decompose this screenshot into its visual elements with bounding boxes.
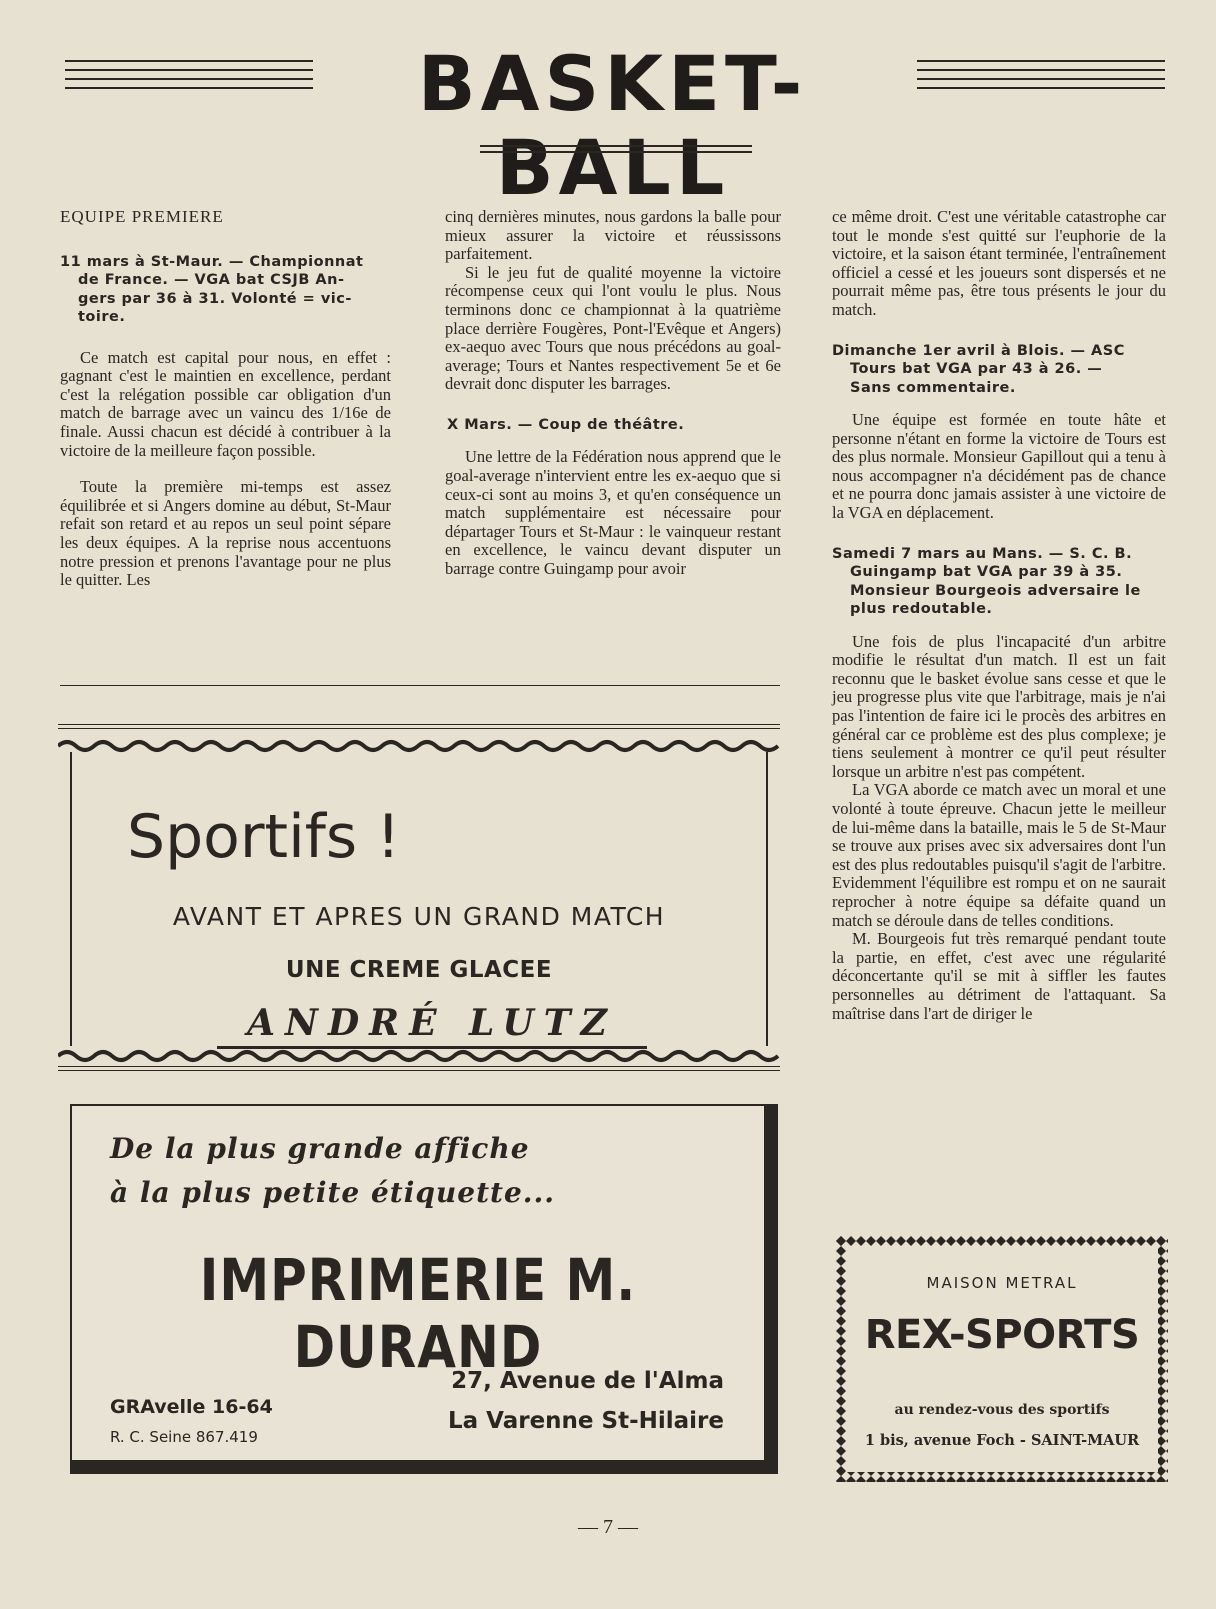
ad-bottom-double-rule <box>58 1066 780 1074</box>
column-2 <box>445 208 781 579</box>
headline-line: 11 mars à St-Maur. — Championnat <box>60 253 364 270</box>
headline-line: gers par 36 à 31. Volonté = vic- <box>78 290 352 307</box>
paragraph: ce même droit. C'est une véritable catastrophe car tout le monde s'est quitté sur l'euphorie de la victoire, et la saison étant terminée, l'entraînement officiel a cessé et les joueurs sont dispersés et ne pourrait même pas, être tous présents le jour du match. <box>832 207 1166 319</box>
headline-11-mars <box>60 253 391 327</box>
ad-address-line: La Varenne St-Hilaire <box>447 1408 724 1434</box>
ad-script-line: à la plus petite étiquette... <box>110 1176 556 1209</box>
paragraph: cinq dernières minutes, nous gardons la balle pour mieux assurer la victoire et réussissons parfaitement. <box>445 207 781 264</box>
headline-line: Tours bat VGA par 43 à 26. — <box>850 361 1103 378</box>
headline-line: Samedi 7 mars au Mans. — S. C. B. <box>832 545 1133 562</box>
ad-top-double-rule <box>58 724 780 732</box>
paragraph: Une lettre de la Fédération nous apprend que le goal-average n'intervient entre les ex-aequo que si ceux-ci sont au moins 3, et qu'en conséquence un match supplémentaire est nécessaire pour départager Tours et St-Maur : le vainqueur restant en excellence, le vaincu devant disputer un barrage contre Guingamp pour avoir <box>445 447 781 578</box>
ad-phone: GRAvelle 16-64 <box>110 1396 273 1418</box>
header-rule-left <box>65 60 313 96</box>
ad-frame <box>70 752 768 1046</box>
ad-address: 1 bis, avenue Foch - SAINT-MAUR <box>864 1432 1140 1449</box>
page-header <box>60 39 1165 212</box>
headline-line: Sans commentaire. <box>850 379 1016 396</box>
ad-company-name: IMPRIMERIE M. DURAND <box>199 1247 637 1381</box>
page-title: BASKET-BALL <box>417 39 808 212</box>
paragraph: Si le jeu fut de qualité moyenne la victoire récompense ceux qui l'ont voulu le plus. Nous terminons donc ce championnat à la quatrième place derrière Fougères, Pont-l'Evêque et Angers) ex-aequo avec Tours que nous précédons au goal-average; Tours et Nantes respectivement 5e et 6e devrait donc disputer les barrages. <box>445 262 781 394</box>
column-3 <box>832 208 1166 1023</box>
ad-imprimerie-durand <box>70 1104 778 1474</box>
paragraph: Ce match est capital pour nous, en effet : gagnant c'est le maintien en excellence, perdant c'est la relégation possible car obligation d'un match de barrage avec un vaincu des 1/16e de finale. Aussi chacun est décidé à contribuer à la victoire de la meilleure façon possible. <box>60 347 391 460</box>
headline-line: Guingamp bat VGA par 39 à 35. <box>850 564 1123 581</box>
ad-line: AVANT ET APRES UN GRAND MATCH <box>172 902 666 931</box>
header-rule-right <box>917 60 1165 96</box>
headline-line: Dimanche 1er avril à Blois. — ASC <box>832 342 1125 359</box>
title-underline <box>480 145 752 157</box>
ad-bottom-wave-border <box>58 1046 780 1066</box>
ad-maison: MAISON METRAL <box>926 1274 1078 1292</box>
ad-rex-sports <box>836 1236 1168 1482</box>
ad-title: Sportifs ! <box>127 802 401 872</box>
ad-registration: R. C. Seine 867.419 <box>110 1428 258 1446</box>
headline-1er-avril <box>832 342 1166 398</box>
ad-store-name: REX-SPORTS <box>864 1312 1140 1358</box>
headline-line: plus redoutable. <box>850 601 993 618</box>
paragraph: La VGA aborde ce match avec un moral et une volonté à toute épreuve. Chacun jette le meilleur de lui-même dans la bataille, mais le 5 de St-Maur se trouve aux prises avec six adversaires dont l'un est des plus redoutables puisqu'il s'agit de l'arbitre. Evidemment l'équilibre est rompu et on ne saurait reprocher à notre équipe sa défaite quand un match se déroule dans de telles conditions. <box>832 780 1166 930</box>
ad-brand: ANDRÉ LUTZ <box>217 1002 647 1049</box>
headline-7-mars <box>832 545 1166 619</box>
headline-x-mars: X Mars. — Coup de théâtre. <box>447 416 685 433</box>
paragraph: Une fois de plus l'incapacité d'un arbitre modifie le résultat d'un match. Il est un fait reconnu que le basket évolue sans cesse et que le jeu progresse plus vite que l'arbitrage, mais je n'ai pas l'intention de faire ici le procès des arbitres en général car ce problème est des plus complexe; je tiens seulement à montrer ce qu'il peut résulter lorsque un arbitre n'est pas compétent. <box>832 631 1166 781</box>
ad-line-bold: UNE CREME GLACEE <box>285 957 553 983</box>
paragraph: M. Bourgeois fut très remarqué pendant toute la partie, en effet, c'est avec une régularité déconcertante qu'il se mit à siffler les fautes personnelles au détriment de l'attaquant. Sa maîtrise dans l'art de diriger le <box>832 929 1166 1023</box>
section-label: EQUIPE PREMIERE <box>60 207 224 226</box>
ad-script-line: De la plus grande affiche <box>110 1132 530 1165</box>
ad-andre-lutz <box>58 724 780 1076</box>
ad-address-line: 27, Avenue de l'Alma <box>451 1368 724 1394</box>
ad-tagline: au rendez-vous des sportifs <box>894 1402 1110 1418</box>
page-number: — 7 — <box>578 1516 638 1538</box>
paragraph: Une équipe est formée en toute hâte et personne n'étant en forme la victoire de Tours est des plus normale. Monsieur Gapillout qui a tenu à nous accompagner n'a décidément pas de chance et ne pourra donc jamais assister à une victoire de la VGA en déplacement. <box>832 410 1166 523</box>
ad-content <box>848 1248 1156 1470</box>
paragraph: Toute la première mi-temps est assez équilibrée et si Angers domine au début, St-Maur refait son retard et au repos un seul point sépare les deux équipes. A la reprise nous accentuons notre pression et prenons l'avantage pour ne plus le quitter. Les <box>60 477 391 590</box>
headline-line: de France. — VGA bat CSJB An- <box>78 272 345 289</box>
column-1 <box>60 208 391 590</box>
headline-line: toire. <box>78 309 126 326</box>
headline-line: Monsieur Bourgeois adversaire le <box>850 582 1141 599</box>
column-separator-rule <box>60 685 780 686</box>
